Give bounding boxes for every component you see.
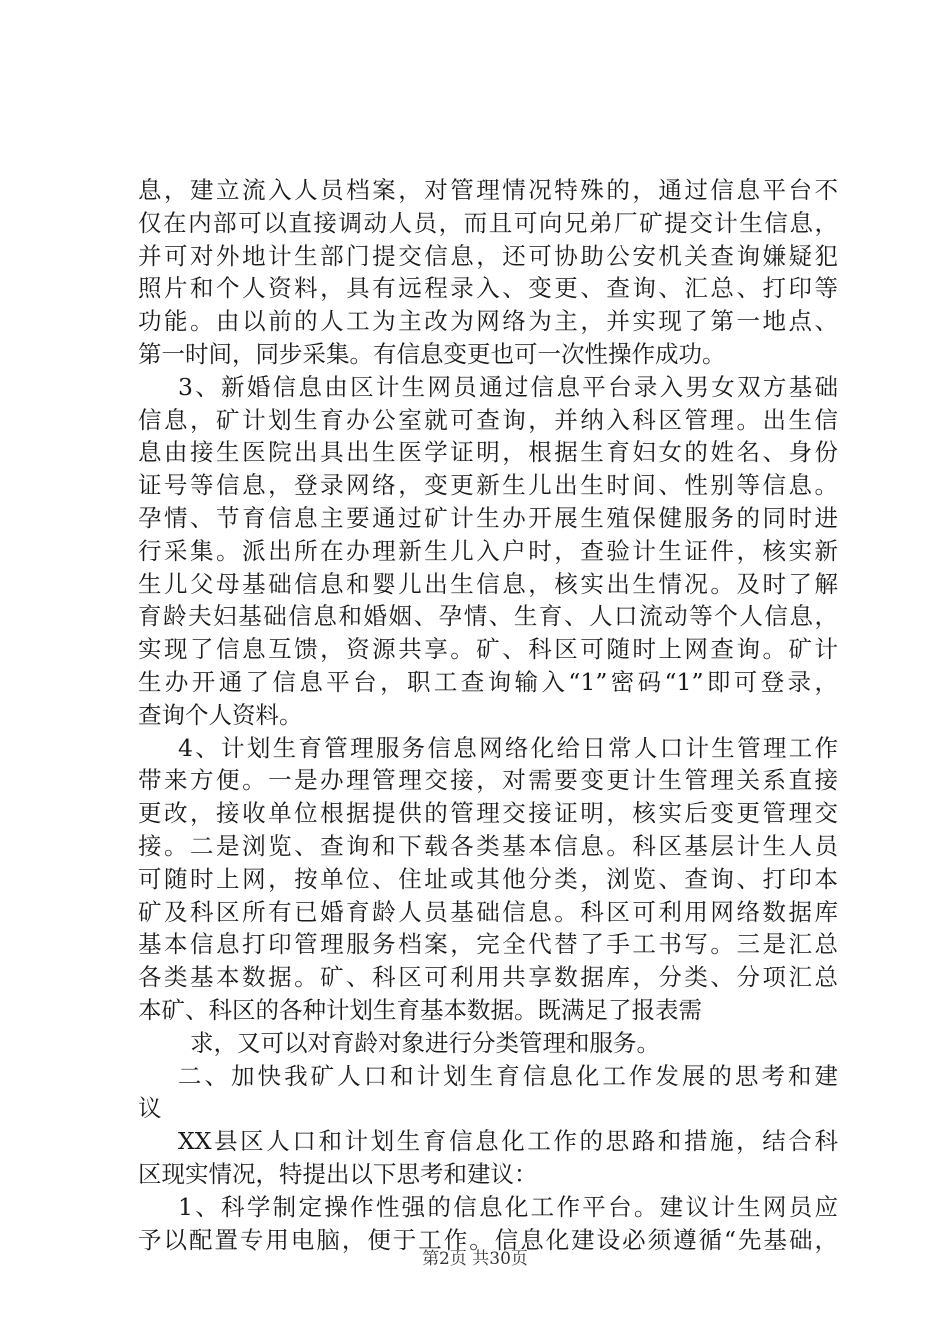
text-line: 息由接生医院出具出生医学证明，根据生育妇女的姓名、身份 [138, 438, 838, 467]
text-line: 二、加快我矿人口和计划生育信息化工作发展的思考和建 [178, 1061, 838, 1090]
text-line: 3、新婚信息由区计生网员通过信息平台录入男女双方基础 [178, 372, 838, 401]
text-line: 更改，接收单位根据提供的管理交接证明，核实后变更管理交 [138, 799, 838, 828]
text-line: 仅在内部可以直接调动人员，而且可向兄弟厂矿提交计生信息， [138, 208, 838, 237]
text-line: 矿及科区所有已婚育龄人员基础信息。科区可利用网络数据库 [138, 897, 838, 926]
text-line: 区现实情况，特提出以下思考和建议： [138, 1159, 538, 1188]
document-body [138, 174, 838, 1256]
page-number-footer: 第2页 共30页 [422, 1249, 528, 1269]
text-line: 第一时间，同步采集。有信息变更也可一次性操作成功。 [138, 339, 726, 368]
text-line: 证号等信息，登录网络，变更新生儿出生时间、性别等信息。 [138, 471, 838, 500]
text-line: 生儿父母基础信息和婴儿出生信息，核实出生情况。及时了解 [138, 569, 838, 598]
text-line: 信息，矿计划生育办公室就可查询，并纳入科区管理。出生信 [138, 405, 838, 434]
text-line: 可随时上网，按单位、住址或其他分类，浏览、查询、打印本 [138, 864, 838, 893]
text-line: 实现了信息互馈，资源共享。矿、科区可随时上网查询。矿计 [138, 635, 838, 664]
text-line: 孕情、节育信息主要通过矿计生办开展生殖保健服务的同时进 [138, 503, 838, 532]
text-line: 4、计划生育管理服务信息网络化给日常人口计生管理工作 [178, 733, 838, 762]
text-line: 求，又可以对育龄对象进行分类管理和服务。 [190, 1028, 660, 1057]
text-line: 议 [138, 1094, 162, 1123]
text-line: 息，建立流入人员档案，对管理情况特殊的，通过信息平台不 [138, 176, 838, 204]
text-line: 育龄夫妇基础信息和婚姻、孕情、生育、人口流动等个人信息， [138, 602, 838, 631]
text-line: 生办开通了信息平台，职工查询输入“1”密码“1”即可登录， [138, 667, 838, 696]
text-line: 行采集。派出所在办理新生儿入户时，查验计生证件，核实新 [138, 536, 838, 565]
text-line: 各类基本数据。矿、科区可利用共享数据库，分类、分项汇总 [138, 963, 838, 992]
text-line: 带来方便。一是办理管理交接，对需要变更计生管理关系直接 [138, 766, 838, 795]
text-line: 并可对外地计生部门提交信息，还可协助公安机关查询嫌疑犯 [138, 241, 838, 270]
text-line: XX县区人口和计划生育信息化工作的思路和措施，结合科 [178, 1127, 838, 1156]
text-line: 接。二是浏览、查询和下载各类基本信息。科区基层计生人员 [138, 831, 838, 860]
text-line: 予以配置专用电脑，便于工作。信息化建设必须遵循“先基础， [138, 1225, 838, 1254]
text-line: 查询个人资料。 [138, 700, 303, 729]
text-line: 1、科学制定操作性强的信息化工作平台。建议计生网员应 [178, 1192, 838, 1221]
text-line: 功能。由以前的人工为主改为网络为主，并实现了第一地点、 [138, 307, 838, 336]
text-line: 本矿、科区的各种计划生育基本数据。既满足了报表需 [138, 995, 702, 1024]
text-line: 照片和个人资料，具有远程录入、变更、查询、汇总、打印等 [138, 274, 838, 303]
text-line: 基本信息打印管理服务档案，完全代替了手工书写。三是汇总 [138, 930, 838, 959]
